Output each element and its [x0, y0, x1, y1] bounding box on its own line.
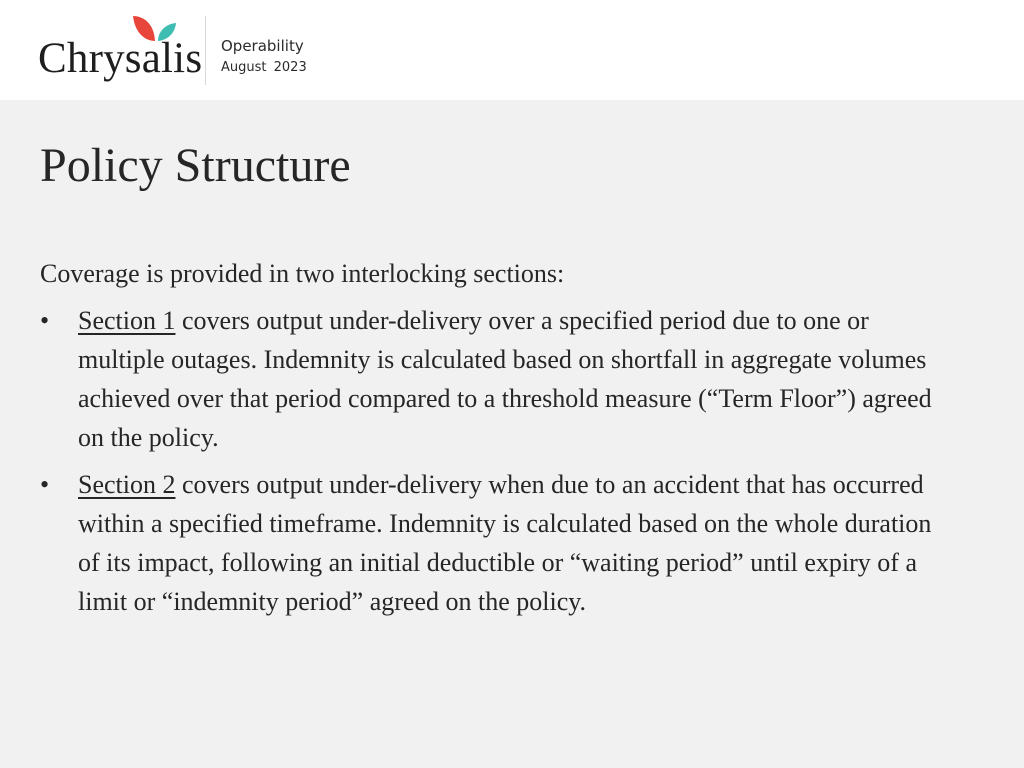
- document-meta: [221, 36, 307, 79]
- document-date: August 2023: [221, 60, 307, 75]
- section-2-description: covers output under-delivery when due to an accident that has occurred within a specified timeframe. Indemnity is calculated based on the whole duration of its impact, following an initial deductible or “waiting period” until expiry of a limit or “indemnity period” agreed on the policy.: [78, 470, 932, 616]
- brand-logo: [38, 14, 203, 88]
- header-bar: [0, 0, 1024, 100]
- document-title: Operability: [221, 37, 304, 55]
- brand-name: Chrysalis: [38, 35, 203, 82]
- section-1-description: covers output under-delivery over a specified period due to one or multiple outages. Indemnity is calculated based on shortfall in aggregate volumes achieved over that period compared to a threshold measure (“Term Floor”) agreed on the policy.: [78, 306, 932, 452]
- section-2-link[interactable]: Section 2: [78, 470, 176, 499]
- section-1-link[interactable]: Section 1: [78, 306, 176, 335]
- slide-body: [40, 254, 940, 629]
- bullet-dot-icon: •: [40, 470, 50, 499]
- bullet-list: [40, 301, 940, 621]
- bullet-item-section-1: [40, 301, 940, 457]
- slide-title: Policy Structure: [40, 139, 351, 192]
- bullet-item-section-2: [40, 465, 940, 621]
- header-divider: [205, 16, 206, 85]
- bullet-dot-icon: •: [40, 306, 50, 335]
- intro-text: Coverage is provided in two interlocking sections:: [40, 259, 565, 288]
